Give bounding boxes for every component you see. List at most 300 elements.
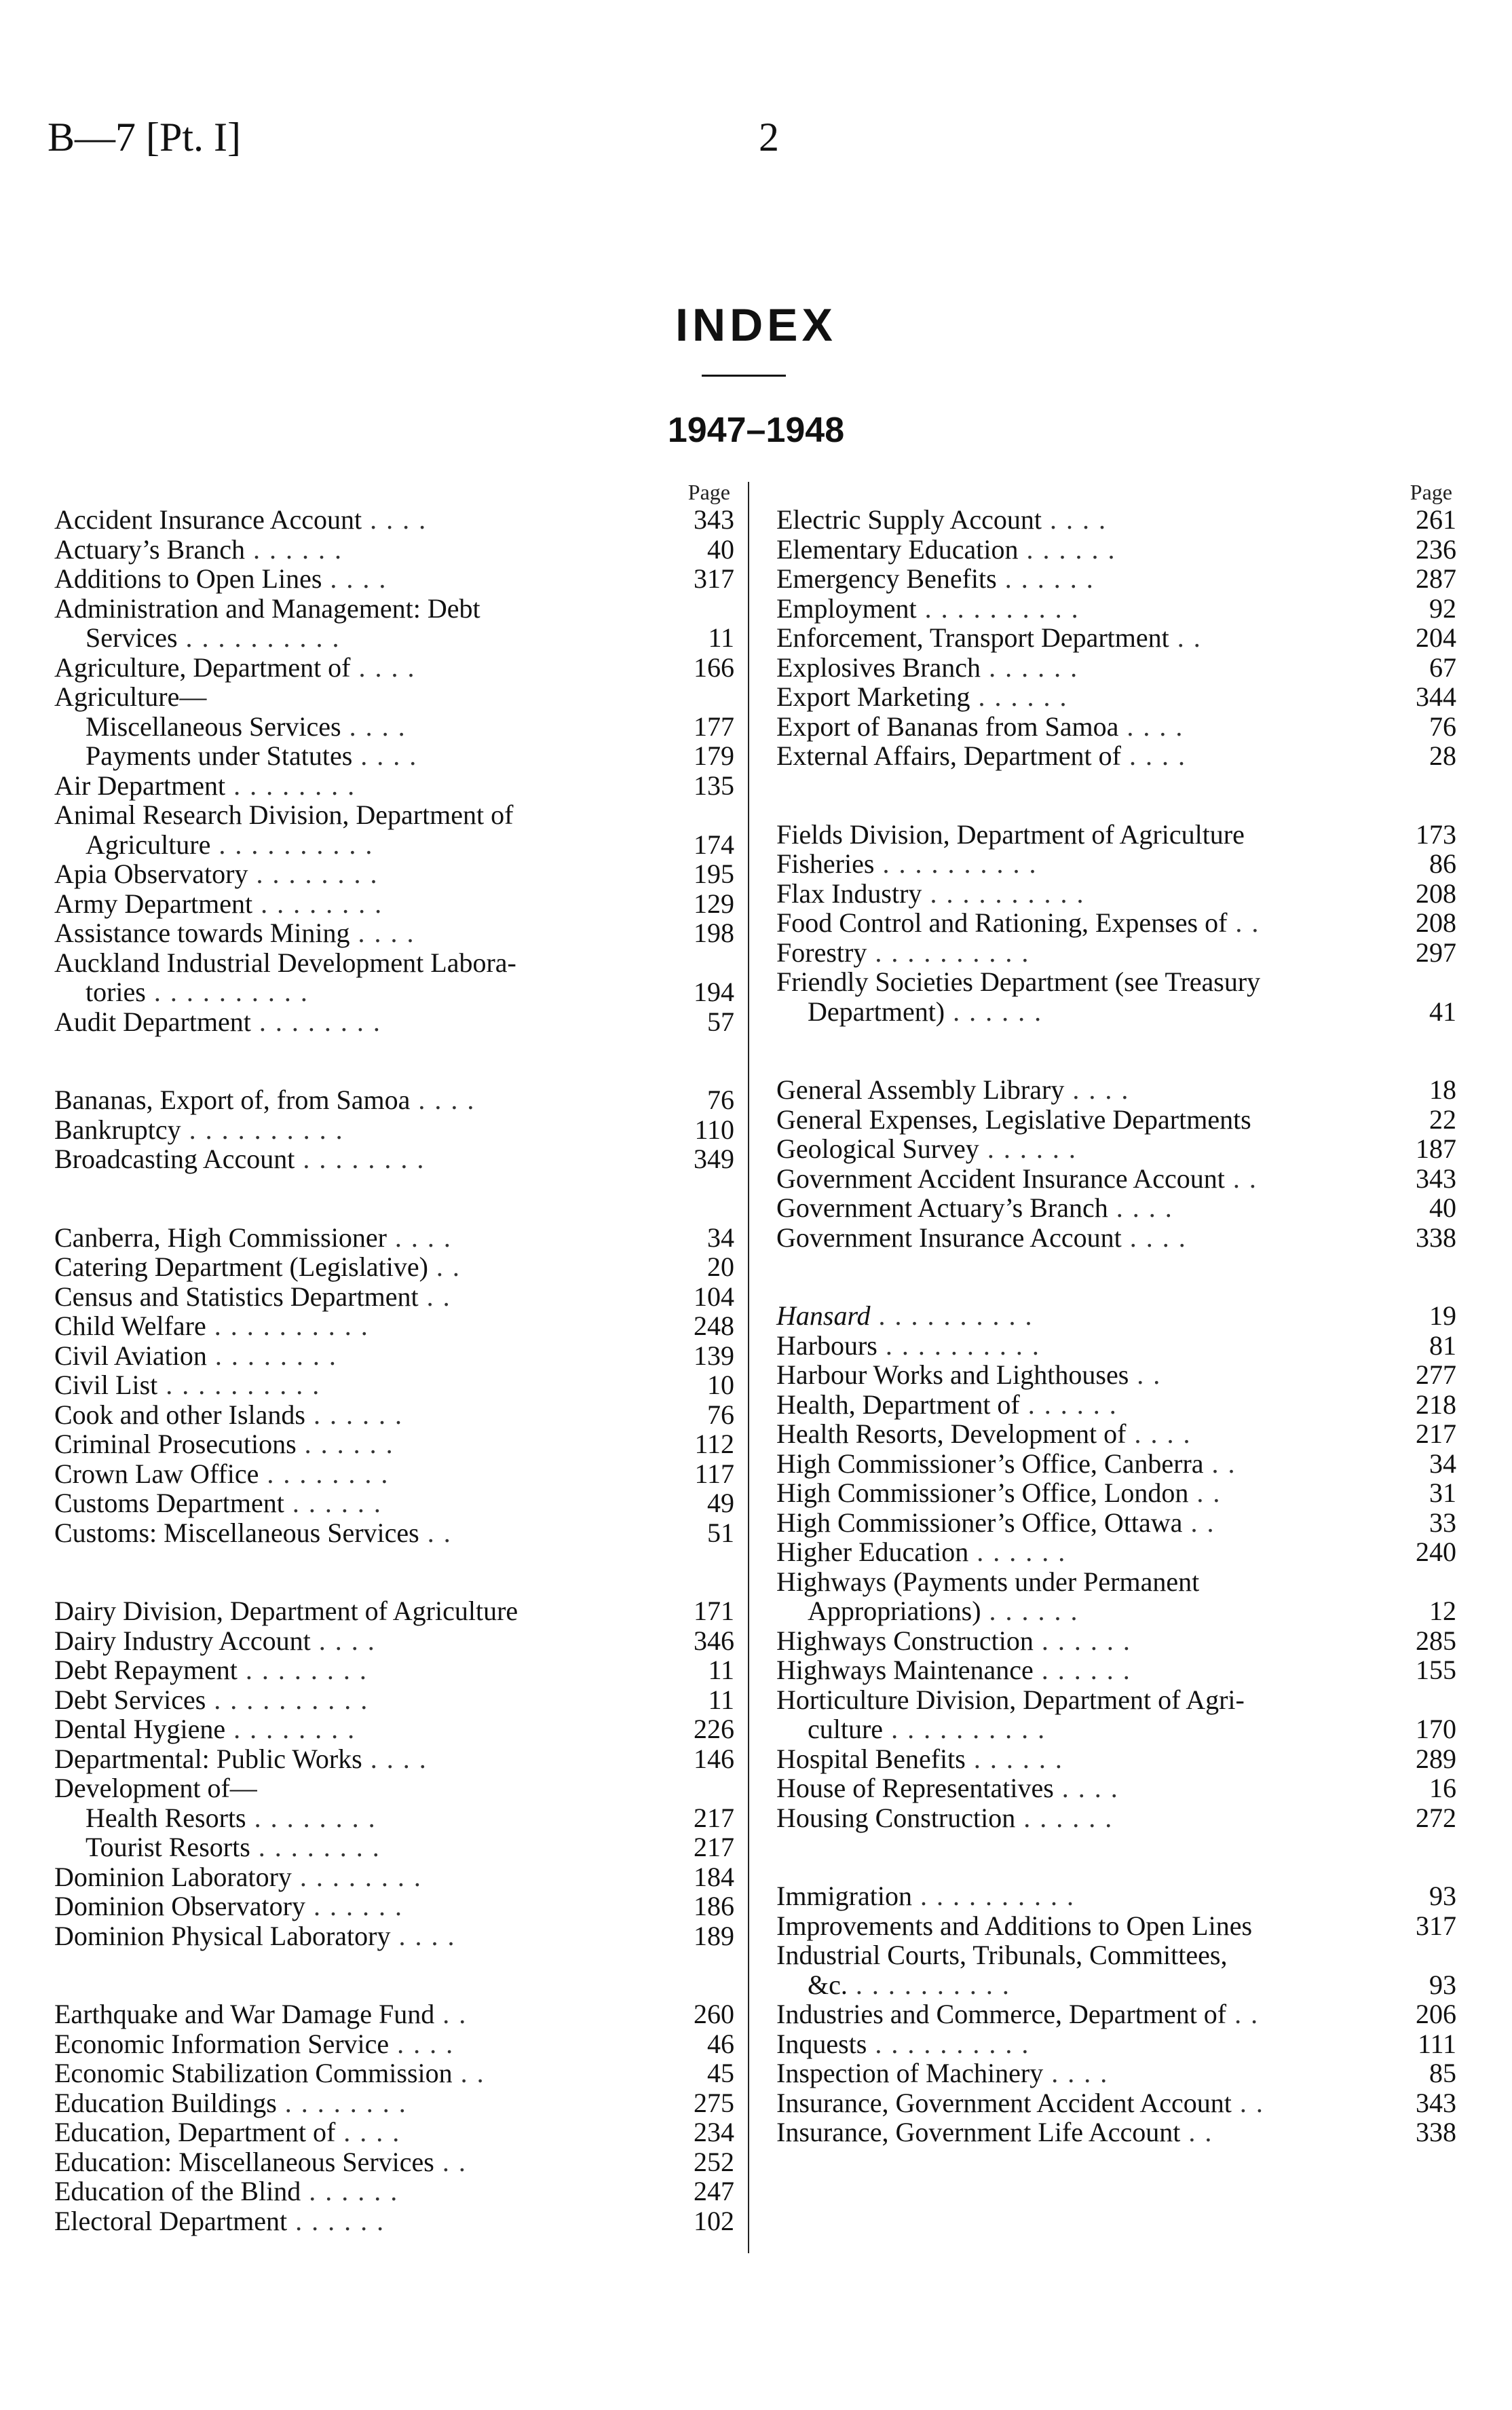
entry-page-number: 93 [1429, 1881, 1456, 1911]
entry-text: Food Control and Rationing, Expenses of [776, 907, 1228, 938]
entry-page-number: 289 [1416, 1743, 1456, 1774]
entry-page-number: 155 [1416, 1655, 1456, 1685]
leader-dots: . . . . [362, 504, 428, 535]
index-entry [54, 1252, 740, 1282]
entry-page-number: 208 [1416, 878, 1456, 909]
index-entry [54, 2177, 740, 2206]
entry-page-number: 41 [1429, 996, 1456, 1027]
leader-dots: . . . . . . . . . . [867, 2028, 1030, 2059]
entry-page-number: 206 [1416, 1999, 1456, 2029]
leader-dots: . . . . [1120, 740, 1186, 771]
entry-page-number: 12 [1429, 1596, 1456, 1626]
entry-page-number: 195 [694, 859, 734, 889]
leader-dots: . . . . . . [981, 1596, 1079, 1626]
entry-text: Miscellaneous Services [86, 711, 341, 742]
index-entry [776, 505, 1462, 535]
entry-text: Inquests [776, 2028, 867, 2059]
entry-text: Housing Construction [776, 1802, 1016, 1833]
index-entry [54, 2058, 740, 2088]
entry-page-number: 20 [707, 1251, 734, 1282]
index-entry [54, 918, 740, 948]
entry-page-number: 194 [694, 977, 734, 1007]
entry-page-number: 226 [694, 1714, 734, 1744]
index-entry [776, 2029, 1462, 2059]
entry-text: High Commissioner’s Office, Canberra [776, 1448, 1204, 1479]
index-entry [776, 1537, 1462, 1567]
entry-page-number: 218 [1416, 1389, 1456, 1420]
index-entry [776, 1164, 1462, 1194]
leader-dots: . . . . . . . . . . [145, 977, 309, 1007]
entry-text: Animal Research Division, Department of [54, 799, 514, 830]
leader-dots: . . . . . . . . . . [206, 1684, 369, 1715]
leader-dots: . . . . [386, 1222, 452, 1253]
index-entry [54, 1626, 740, 1656]
entry-text: Customs: Miscellaneous Services [54, 1517, 419, 1548]
entry-text: Flax Industry [776, 878, 922, 909]
index-section [54, 1999, 740, 2236]
leader-dots: . . [418, 1281, 451, 1312]
entry-text: Highways Maintenance [776, 1655, 1034, 1685]
entry-text: Dairy Industry Account [54, 1625, 311, 1656]
entry-text: Insurance, Government Accident Account [776, 2087, 1232, 2118]
index-section [54, 1085, 740, 1174]
entry-page-number: 135 [694, 770, 734, 801]
entry-text: Payments under Statutes [86, 740, 353, 771]
index-entry [54, 594, 740, 624]
leader-dots: . . . . . . [996, 563, 1095, 594]
index-entry [54, 1832, 740, 1862]
entry-page-number: 85 [1429, 2058, 1456, 2088]
index-entry [776, 1360, 1462, 1390]
index-entry [54, 1999, 740, 2029]
entry-text: Export Marketing [776, 681, 970, 712]
leader-dots: . . . . . . [1033, 1625, 1131, 1656]
index-entry [776, 967, 1462, 997]
index-entry [54, 948, 740, 978]
entry-page-number: 31 [1429, 1477, 1456, 1508]
entry-page-number: 111 [1417, 2028, 1456, 2059]
index-entry [776, 623, 1462, 653]
entry-page-number: 28 [1429, 740, 1456, 771]
entry-text: Education: Miscellaneous Services [54, 2146, 434, 2177]
leader-dots: . . [1182, 1507, 1215, 1538]
entry-page-number: 76 [1429, 711, 1456, 742]
index-entry [776, 1714, 1462, 1744]
entry-page-number: 11 [708, 1684, 734, 1715]
right-index-column [776, 475, 1462, 2196]
index-entry [54, 1223, 740, 1253]
index-entry [54, 1891, 740, 1921]
entry-page-number: 297 [1416, 937, 1456, 968]
index-entry [776, 1105, 1462, 1135]
leader-dots: . . . . . . . . [248, 859, 379, 889]
entry-page-number: 102 [694, 2205, 734, 2236]
leader-dots: . . . . . . . . . . [867, 937, 1030, 968]
entry-page-number: 67 [1429, 652, 1456, 683]
index-entry [776, 682, 1462, 712]
entry-text: Harbour Works and Lighthouses [776, 1359, 1129, 1390]
leader-dots: . . . . . . . . [291, 1861, 422, 1892]
entry-page-number: 11 [708, 1655, 734, 1685]
entry-text: Crown Law Office [54, 1458, 259, 1489]
entry-page-number: 112 [694, 1429, 734, 1459]
leader-dots: . . . . [389, 2028, 455, 2059]
entry-page-number: 40 [707, 533, 734, 565]
entry-text: Additions to Open Lines [54, 563, 322, 594]
entry-page-number: 166 [694, 652, 734, 683]
leader-dots: . . . . [349, 918, 415, 948]
index-entry [776, 1685, 1462, 1715]
leader-dots: . . [1180, 2117, 1213, 2147]
entry-text: Agriculture [86, 829, 211, 860]
title-rule [702, 375, 786, 377]
leader-dots: . . . . [335, 2117, 401, 2147]
entry-text: Education of the Blind [54, 2176, 301, 2206]
index-entry [54, 977, 740, 1007]
entry-page-number: 317 [694, 563, 734, 594]
entry-page-number: 247 [694, 2176, 734, 2206]
entry-text: Debt Services [54, 1684, 206, 1715]
leader-dots: . . . . . . [245, 533, 343, 565]
entry-page-number: 170 [1416, 1714, 1456, 1744]
leader-dots: . . . . [1118, 711, 1184, 742]
index-entry [776, 1911, 1462, 1941]
leader-dots: . . . . . . . . [206, 1340, 337, 1371]
leader-dots: . . . . . . [284, 1488, 382, 1518]
leader-dots: . . . . [410, 1085, 476, 1115]
index-entry [54, 1459, 740, 1489]
leader-dots: . . [1169, 622, 1202, 653]
leader-dots: . . . . . . . . [225, 770, 356, 801]
entry-text: Criminal Prosecutions [54, 1429, 297, 1459]
index-section [54, 1596, 740, 1951]
leader-dots: . . . . . . . . . . [916, 592, 1080, 624]
entry-text: Harbours [776, 1330, 877, 1361]
leader-dots: . . . . . . [1019, 1389, 1118, 1420]
index-entry [54, 564, 740, 594]
entry-page-number: 81 [1429, 1330, 1456, 1361]
leader-dots: . . . . [1126, 1418, 1192, 1449]
entry-page-number: 146 [694, 1743, 734, 1774]
entry-text: Emergency Benefits [776, 563, 997, 594]
entry-page-number: 343 [694, 504, 734, 535]
entry-page-number: 272 [1416, 1802, 1456, 1833]
entry-text: Enforcement, Transport Department [776, 622, 1169, 653]
entry-text: High Commissioner’s Office, Ottawa [776, 1507, 1183, 1538]
page-label: Page [687, 480, 730, 504]
index-entry [776, 1881, 1462, 1911]
leader-dots: . . . . . . [970, 681, 1068, 712]
leader-dots: . . . . . . [305, 1891, 403, 1921]
entry-text: Inspection of Machinery [776, 2058, 1044, 2088]
leader-dots: . . . . . . . . . . [874, 848, 1038, 879]
entry-page-number: 49 [707, 1488, 734, 1518]
leader-dots: . . . . . . . . [246, 1802, 377, 1833]
entry-text: Government Insurance Account [776, 1222, 1122, 1253]
leader-dots: . . [1226, 1999, 1260, 2029]
index-entry [54, 1311, 740, 1341]
leader-dots: . . . . . . . . . . [847, 1969, 1010, 2000]
index-entry [54, 1803, 740, 1833]
entry-page-number: 11 [708, 622, 734, 653]
entry-text: Dominion Physical Laboratory [54, 1920, 391, 1951]
leader-dots: . . . . . . . . . . [157, 1370, 321, 1400]
leader-dots: . . [428, 1251, 461, 1282]
leader-dots: . . . . . . . . [237, 1655, 368, 1685]
index-entry [54, 1685, 740, 1715]
entry-page-number: 285 [1416, 1625, 1456, 1656]
entry-text: Department) [808, 996, 945, 1027]
entry-page-number: 275 [694, 2087, 734, 2118]
entry-page-number: 234 [694, 2117, 734, 2147]
entry-text: Catering Department (Legislative) [54, 1251, 428, 1282]
entry-text: Bananas, Export of, from Samoa [54, 1085, 411, 1115]
entry-page-number: 104 [694, 1281, 734, 1312]
entry-text: General Expenses, Legislative Departments [776, 1104, 1251, 1135]
entry-text: &c. [808, 1969, 848, 2000]
leader-dots: . . . . . . . . . . [177, 622, 341, 653]
index-entry [776, 1508, 1462, 1538]
entry-text: Dental Hygiene [54, 1714, 226, 1744]
leader-dots: . . [1227, 907, 1260, 938]
entry-text: Apia Observatory [54, 859, 248, 889]
index-entry [776, 1999, 1462, 2029]
entry-text: General Assembly Library [776, 1074, 1065, 1105]
entry-page-number: 93 [1429, 1969, 1456, 2000]
entry-page-number: 51 [707, 1517, 734, 1548]
entry-page-number: 184 [694, 1861, 734, 1892]
index-section [776, 820, 1462, 1027]
entry-text: Auckland Industrial Development Labora- [54, 947, 516, 978]
entry-page-number: 179 [694, 740, 734, 771]
index-entry [776, 1596, 1462, 1626]
entry-text: Geological Survey [776, 1133, 979, 1164]
leader-dots: . . . . . . . . [259, 1458, 390, 1489]
entry-text: Electoral Department [54, 2205, 288, 2236]
index-entry [54, 535, 740, 565]
entry-page-number: 18 [1429, 1074, 1456, 1105]
index-entry [776, 1331, 1462, 1361]
entry-text: Civil List [54, 1370, 158, 1400]
index-entry [54, 1400, 740, 1430]
entry-text: Audit Department [54, 1006, 251, 1037]
leader-dots: . . . . [1043, 2058, 1109, 2088]
page-column-label [54, 475, 740, 505]
entry-page-number: 236 [1416, 533, 1456, 565]
index-entry [54, 2147, 740, 2177]
leader-dots: . . . . . . [296, 1429, 394, 1459]
index-entry [54, 830, 740, 860]
entry-text: Hospital Benefits [776, 1743, 966, 1774]
leader-dots: . . . . . . . . . . [883, 1714, 1046, 1744]
entry-text: House of Representatives [776, 1773, 1054, 1803]
entry-text: Electric Supply Account [776, 504, 1042, 535]
entry-text: Highways (Payments under Permanent [776, 1566, 1200, 1597]
index-entry [54, 1655, 740, 1685]
index-entry [54, 2088, 740, 2118]
entry-page-number: 173 [1416, 818, 1456, 850]
entry-text: Highways Construction [776, 1625, 1034, 1656]
entry-text: Services [86, 622, 178, 653]
leader-dots: . . . . . . [981, 652, 1079, 683]
leader-dots: . . . . [310, 1625, 376, 1656]
entry-text: Child Welfare [54, 1311, 206, 1341]
entry-page-number: 344 [1416, 681, 1456, 712]
entry-text: Industries and Commerce, Department of [776, 1999, 1227, 2029]
index-entry [54, 741, 740, 771]
index-entry [54, 712, 740, 742]
entry-text: Employment [776, 592, 917, 624]
leader-dots: . . . . . . . . [250, 1006, 381, 1037]
entry-text: Assistance towards Mining [54, 918, 350, 948]
entry-text: Dominion Laboratory [54, 1861, 292, 1892]
entry-page-number: 208 [1416, 907, 1456, 938]
leader-dots: . . [434, 2146, 467, 2177]
index-section [776, 1075, 1462, 1252]
index-entry [54, 505, 740, 535]
leader-dots: . . . . [390, 1920, 456, 1951]
entry-text: Health Resorts [86, 1802, 246, 1833]
entry-text: External Affairs, Department of [776, 740, 1121, 771]
index-entry [54, 2206, 740, 2236]
index-entry [54, 800, 740, 830]
leader-dots: . . . . . . . . . . [206, 1311, 369, 1341]
index-entry [776, 1390, 1462, 1420]
index-entry [54, 1115, 740, 1145]
index-entry [54, 1488, 740, 1518]
entry-page-number: 171 [694, 1596, 734, 1626]
leader-dots: . . . . . . [287, 2205, 385, 2236]
index-entry [776, 1419, 1462, 1449]
entry-page-number: 174 [694, 829, 734, 860]
index-entry [54, 1744, 740, 1774]
entry-text: Explosives Branch [776, 652, 981, 683]
leader-dots: . . . . [352, 740, 418, 771]
entry-text: Fields Division, Department of Agriculture [776, 818, 1245, 850]
entry-page-number: 240 [1416, 1537, 1456, 1567]
index-entry [776, 1301, 1462, 1331]
entry-text: Horticulture Division, Department of Agri- [776, 1684, 1245, 1715]
entry-text: tories [86, 977, 146, 1007]
entry-page-number: 110 [694, 1114, 734, 1145]
entry-text: Agriculture— [54, 681, 207, 712]
entry-text: Forestry [776, 937, 867, 968]
entry-page-number: 177 [694, 711, 734, 742]
entry-text: culture [808, 1714, 884, 1744]
index-entry [54, 623, 740, 653]
entry-page-number: 187 [1416, 1133, 1456, 1164]
index-section [54, 1223, 740, 1548]
index-section [776, 505, 1462, 771]
leader-dots: . . . . . . . . . . [877, 1330, 1040, 1361]
entry-text: Actuary’s Branch [54, 533, 246, 565]
entry-text: Industrial Courts, Tribunals, Committees, [776, 1940, 1228, 1970]
entry-text: Fisheries [776, 848, 875, 879]
index-entry [776, 1223, 1462, 1253]
left-index-column [54, 475, 740, 2284]
index-entry [54, 682, 740, 712]
entry-page-number: 189 [694, 1920, 734, 1951]
entry-text: Agriculture, Department of [54, 652, 351, 683]
entry-page-number: 343 [1416, 1163, 1456, 1194]
entry-page-number: 217 [1416, 1418, 1456, 1449]
leader-dots: . . . . . . [1015, 1802, 1114, 1833]
index-entry [776, 712, 1462, 742]
page-number: 2 [759, 115, 779, 159]
index-entry [776, 1075, 1462, 1105]
entry-page-number: 260 [694, 1999, 734, 2029]
leader-dots: . . . . . . . . [252, 888, 383, 919]
index-entry [54, 1370, 740, 1400]
index-entry [54, 859, 740, 889]
index-entry [776, 1940, 1462, 1970]
index-entry [776, 1478, 1462, 1508]
entry-text: Dominion Observatory [54, 1891, 305, 1921]
entry-text: High Commissioner’s Office, London [776, 1477, 1189, 1508]
leader-dots: . . . . [350, 652, 416, 683]
running-head [48, 114, 1464, 162]
page-column-label [776, 475, 1462, 505]
entry-page-number: 317 [1416, 1910, 1456, 1941]
leader-dots: . . . . [1121, 1222, 1187, 1253]
entry-page-number: 45 [707, 2058, 734, 2088]
entry-text: Economic Information Service [54, 2028, 390, 2059]
index-entry [54, 1341, 740, 1371]
entry-page-number: 22 [1429, 1104, 1456, 1135]
entry-page-number: 252 [694, 2146, 734, 2177]
leader-dots: . . . . . . [945, 996, 1043, 1027]
entry-text: Insurance, Government Life Account [776, 2117, 1181, 2147]
index-entry [54, 1282, 740, 1312]
leader-dots: . . . . . . . . . . [870, 1300, 1034, 1331]
entry-text: Census and Statistics Department [54, 1281, 419, 1312]
entry-page-number: 261 [1416, 504, 1456, 535]
entry-text: Improvements and Additions to Open Lines [776, 1910, 1253, 1941]
page-title: INDEX [675, 299, 837, 351]
entry-page-number: 117 [694, 1458, 734, 1489]
document-code: B—7 [Pt. I] [48, 115, 241, 159]
index-entry [776, 820, 1462, 850]
entry-page-number: 248 [694, 1311, 734, 1341]
leader-dots: . . . . . . . . [276, 2087, 407, 2118]
index-entry [776, 594, 1462, 624]
index-entry [776, 1655, 1462, 1685]
index-entry [54, 771, 740, 801]
entry-page-number: 10 [707, 1370, 734, 1400]
entry-page-number: 19 [1429, 1300, 1456, 1331]
index-entry [54, 653, 740, 683]
index-section [776, 1301, 1462, 1832]
leader-dots: . . . . . . . . . . [911, 1881, 1075, 1911]
entry-page-number: 34 [1429, 1448, 1456, 1479]
entry-page-number: 338 [1416, 1222, 1456, 1253]
index-entry [54, 1773, 740, 1803]
index-entry [776, 1626, 1462, 1656]
leader-dots: . . [1203, 1448, 1236, 1479]
leader-dots: . . [434, 1999, 468, 2029]
entry-text: Customs Department [54, 1488, 284, 1518]
index-entry [776, 1744, 1462, 1774]
index-entry [54, 1921, 740, 1951]
index-entry [776, 1567, 1462, 1597]
entry-text: Canberra, High Commissioner [54, 1222, 387, 1253]
leader-dots: . . . . [1053, 1773, 1119, 1803]
index-entry [54, 2029, 740, 2059]
leader-dots: . . . . . . . . . . [210, 829, 374, 860]
leader-dots: . . . . . . . . [225, 1714, 356, 1744]
entry-text: Friendly Societies Department (see Treasury [776, 966, 1261, 997]
entry-page-number: 40 [1429, 1192, 1456, 1223]
